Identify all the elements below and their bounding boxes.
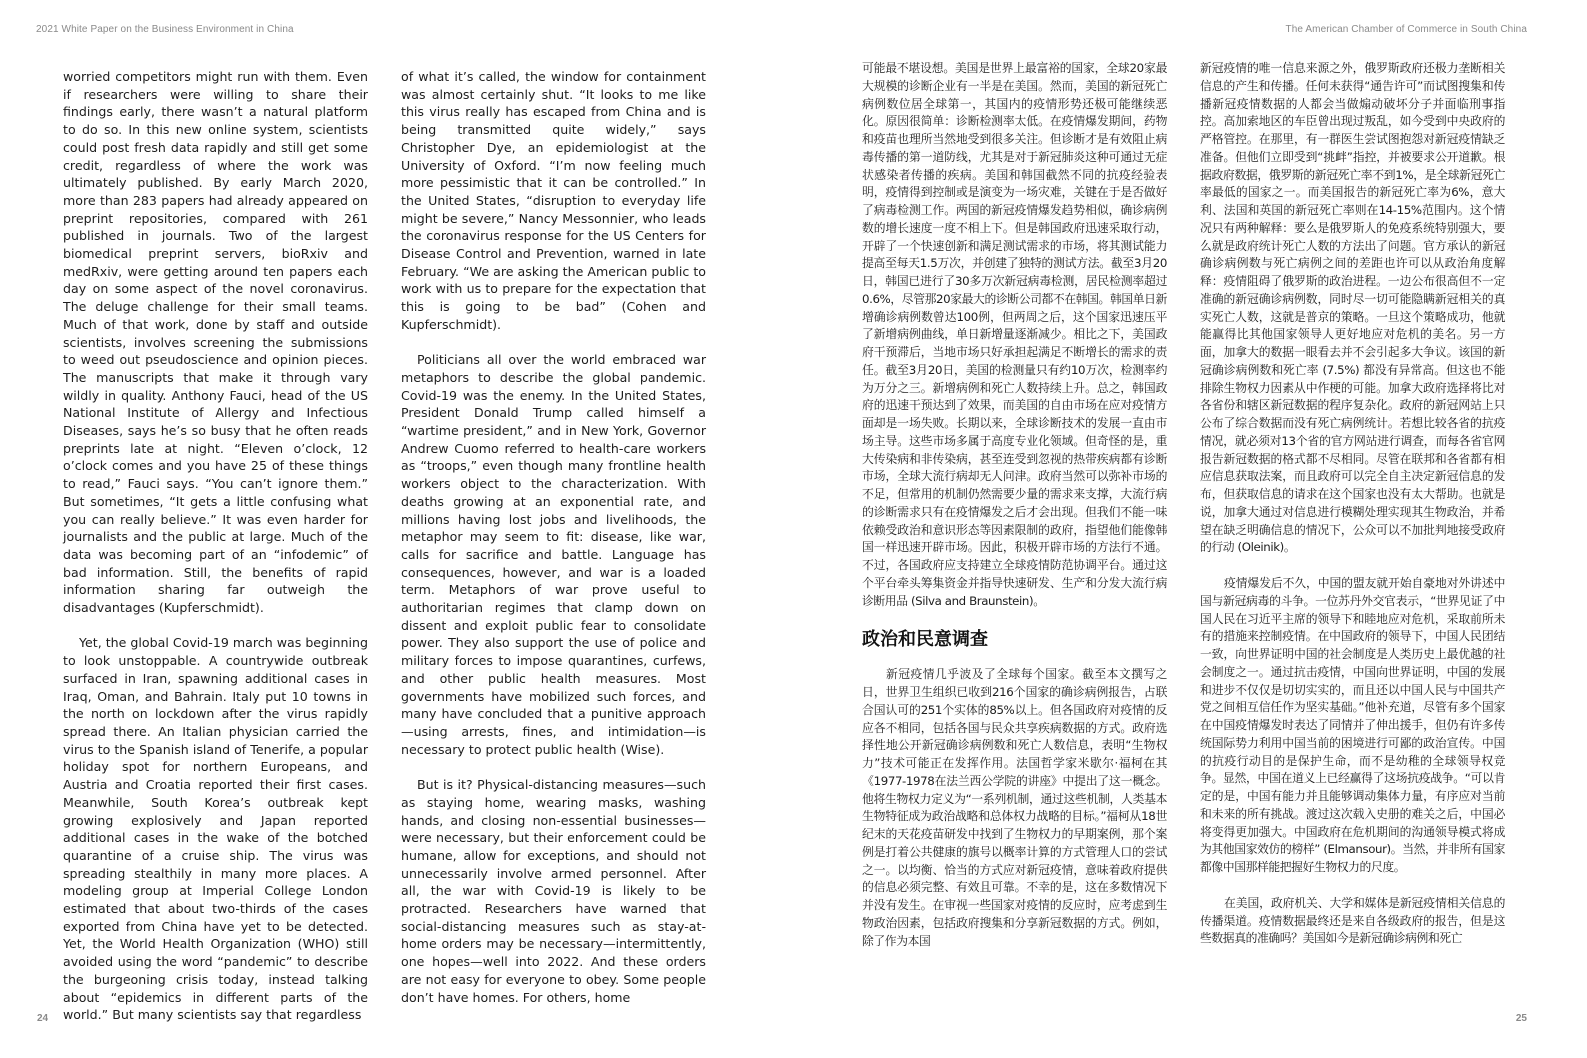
running-header-right: The American Chamber of Commerce in South China [1285, 24, 1527, 35]
paragraph: Politicians all over the world embraced war metaphors to describe the global pandemic. Covid-19 was the enemy. In the United States, President Donald Trump called himself a “wartime president,” and in New York, Governor Andrew Cuomo referred to health-care workers as “troops,” even though many frontline health workers object to the characterization. With deaths growing at an exponential rate, and millions having lost jobs and livelihoods, the metaphor may seem to fit: disease, like war, calls for sacrifice and battle. Language has consequences, however, and war is a loaded term. Metaphors of war prove useful to authoritarian regimes that clamp down on dissent and exploit public fear to consolidate power. They also support the use of police and military forces to impose quarantines, curfews, and other public health measures. Most governments have mobilized such forces, and many have concluded that a punitive approach—using arrests, fines, and intimidation—is necessary to protect public health (Wise). [401, 352, 706, 757]
paragraph: 新冠疫情的唯一信息来源之外，俄罗斯政府还极力垄断相关信息的产生和传播。任何未获得“通告许可”而试图搜集和传播新冠疫情数据的人都会当做煽动破坏分子并面临刑事指控。高加索地区的车臣曾出现过叛乱，如今受到中央政府的严格管控。在那里，有一群医生尝试图抱怨对新冠疫情缺乏准备。但他们立即受到“挑衅”指控，并被要求公开道歉。根据政府数据，俄罗斯的新冠死亡率不到1%，是全球新冠死亡率最低的国家之一。而美国报告的新冠死亡率为6%，意大利、法国和英国的新冠死亡率则在14-15%范围内。这个情况只有两种解释：要么是俄罗斯人的免疫系统特别强大，要么就是政府统计死亡人数的方法出了问题。官方承认的新冠确诊病例数与死亡病例之间的差距也许可以从政治角度解释：疫情阻碍了俄罗斯的政治进程。一边公布很高但不一定准确的新冠确诊病例数，同时尽一切可能隐瞒新冠相关的真实死亡人数，这就是普京的策略。一旦这个策略成功，他就能赢得比其他国家领导人更好地应对危机的美名。另一方面，加拿大的数据一眼看去并不会引起多大争议。该国的新冠确诊病例数和死亡率 (7.5%) 都没有异常高。但这也不能排除生物权力因素从中作梗的可能。加拿大政府选择将比对各省份和辖区新冠数据的程序复杂化。政府的新冠网站上只公布了综合数据而没有死亡病例统计。若想比较各省的抗疫情况，就必须对13个省的官方网站进行调查，而每各省官网报告新冠数据的格式都不尽相同。尽管在联邦和各省都有相应信息获取法案，而且政府可以完全自主决定新冠信息的发布，但获取信息的请求在这个国家也没有太大帮助。也就是说，加拿大通过对信息进行模糊处理实现其生物政治，并希望在缺乏明确信息的情况下，公众可以不加批判地接受政府的行动 (Oleinik)。 [1200, 61, 1505, 555]
left-page-column-2 [401, 68, 706, 1005]
right-page-column-2 [1200, 60, 1505, 970]
paragraph: 在美国，政府机关、大学和媒体是新冠疫情相关信息的传播渠道。疫情数据最终还是来自各级政府的报告，但是这些数据真的准确吗？美国如今是新冠确诊病例和死亡 [1200, 895, 1505, 946]
paragraph: worried competitors might run with them. Even if researchers were willing to share their findings early, there wasn’t a natural platform to do so. In this new online system, scientists could post fresh data rapidly and still get some credit, regardless of where the work was ultimately published. By early March 2020, more than 283 papers had already appeared on preprint repositories, compared with 261 published in journals. Two of the largest biomedical preprint servers, bioRxiv and medRxiv, were getting around ten papers each day on some aspect of the novel coronavirus. The deluge challenge for their small teams. Much of that work, done by staff and outside scientists, involves screening the submissions to weed out pseudoscience and opinion pieces. The manuscripts that make it through vary wildly in quality. Anthony Fauci, head of the US National Institute of Allergy and Infectious Diseases, says he’s so busy that he often reads preprints late at night. “Eleven o’clock, 12 o’clock comes and you have 25 of these things to read,” Fauci says. “You can’t ignore them.” But sometimes, “It gets a little confusing what you can really believe.” It was even harder for journalists and the public at large. Much of the data was becoming part of an “infodemic” of bad information. Still, the benefits of rapid information sharing far outweigh the disadvantages (Kupferschmidt). [63, 69, 368, 616]
page-number-left: 24 [37, 1013, 49, 1024]
paragraph: 可能最不堪设想。美国是世界上最富裕的国家，全球20家最大规模的诊断企业有一半是在美国。然而，美国的新冠死亡病例数位居全球第一，其国内的疫情形势还极可能继续恶化。原因很简单：诊断检测率太低。在疫情爆发期间，药物和疫苗也理所当然地受到很多关注。但诊断才是有效阻止病毒传播的第一道防线，尤其是对于新冠肺炎这种可通过无症状感染者传播的疾病。美国和韩国截然不同的抗疫经验表明，疫情得到控制或是演变为一场灾难，关键在于是否做好了病毒检测工作。两国的新冠疫情爆发趋势相似，确诊病例数的增长速度一度不相上下。但是韩国政府迅速采取行动，开辟了一个快速创新和满足测试需求的市场，将其测试能力提高至每天1.5万次，并创建了独特的测试方法。截至3月20日，韩国已进行了30多万次新冠病毒检测，居民检测率超过0.6%，尽管那20家最大的诊断公司都不在韩国。韩国单日新增确诊病例数曾达100例，但两周之后，这个国家迅速压平了新增病例曲线，单日新增量逐渐减少。相比之下，美国政府干预滞后，当地市场只好承担起满足不断增长的需求的责任。截至3月20日，美国的检测量只有约10万次，检测率约为万分之三。新增病例和死亡人数持续上升。总之，韩国政府的迅速干预达到了效果，而美国的自由市场在应对疫情方面却是一场失败。长期以来，全球诊断技术的发展一直由市场主导。这些市场多属于高度专业化领域。但奇怪的是，重大传染病和非传染病，甚至连受到忽视的热带疾病都有诊断市场，全球大流行病却无人问津。政府当然可以弥补市场的不足，但常用的机制仍然需要少量的需求来支撑，大流行病的诊断需求只有在疫情爆发之后才会出现。但我们不能一味依赖受政治和意识形态等因素限制的政府，指望他们能像韩国一样迅速开辟市场。因此，积极开辟市场的方法行不通。不过，各国政府应支持建立全球疫情防范协调平台。通过这个平台牵头筹集资金并指导快速研发、生产和分发大流行病诊断用品 (Silva and Braunstein)。 [862, 61, 1167, 608]
paragraph: Yet, the global Covid-19 march was beginning to look unstoppable. A countrywide outbreak surfaced in Iran, spawning additional cases in Iraq, Oman, and Bahrain. Italy put 10 towns in the north on lockdown after the virus rapidly spread there. An Italian physician carried the virus to the Spanish island of Tenerife, a popular holiday spot for northern Europeans, and Austria and Croatia reported their first cases. Meanwhile, South Korea’s outbreak kept growing explosively and Japan reported additional cases in the wake of the botched quarantine of a cruise ship. The virus was spreading stealthily in many more places. A modeling group at Imperial College London estimated that about two-thirds of the cases exported from China have yet to be detected. Yet, the World Health Organization (WHO) still avoided using the word “pandemic” to describe the burgeoning crisis today, instead talking about “epidemics in different parts of the world.” But many scientists say that regardless [63, 635, 368, 1023]
section-heading: 政治和民意调查 [862, 629, 988, 651]
left-page-column-1 [63, 68, 368, 1023]
page-number-right: 25 [1515, 1013, 1527, 1024]
paragraph: 疫情爆发后不久，中国的盟友就开始自豪地对外讲述中国与新冠病毒的斗争。一位苏丹外交官表示，“世界见证了中国人民在习近平主席的领导下和睦地应对危机，采取前所未有的措施来控制疫情。在中国政府的领导下，中国人民团结一致，向世界证明中国的社会制度是人类历史上最优越的社会制度之一。通过抗击疫情，中国向世界证明，中国的发展和进步不仅仅是切切实实的，而且还以中国人民与中国共产党之间相互信任作为坚实基础。”他补充道，尽管有多个国家在中国疫情爆发时表达了同情并了伸出援手，但仍有许多传统国际势力利用中国当前的困境进行可鄙的政治宣传。中国的抗疫行动目的是保护生命，而不是幼稚的全球领导权竞争。显然，中国在道义上已经赢得了这场抗疫战争。“可以肯定的是，中国有能力并且能够调动集体力量，有序应对当前和未来的所有挑战。渡过这次载入史册的难关之后，中国必将变得更加强大。中国政府在危机期间的沟通领导模式将成为其他国家效仿的榜样” (Elmansour)。当然，并非所有国家都像中国那样能把握好生物权力的尺度。 [1200, 576, 1505, 874]
running-header-left: 2021 White Paper on the Business Environment in China [36, 24, 294, 35]
right-page-column-1 [862, 60, 1167, 970]
paragraph: But is it? Physical-distancing measures—such as staying home, wearing masks, washing hands, and closing non-essential businesses—were necessary, but their enforcement could be humane, allow for exceptions, and should not unnecessarily involve armed personnel. After all, the war with Covid-19 is likely to be protracted. Researchers have warned that social-distancing measures such as stay-at-home orders may be necessary—intermittently, one hopes—well into 2022. And these orders are not easy for everyone to obey. Some people don’t have homes. For others, home [401, 777, 706, 1005]
paragraph: of what it’s called, the window for containment was almost certainly shut. “It looks to me like this virus really has escaped from China and is being transmitted quite widely,” says Christopher Dye, an epidemiologist at the University of Oxford. “I’m now feeling much more pessimistic that it can be controlled.” In the United States, “disruption to everyday life might be severe,” Nancy Messonnier, who leads the coronavirus response for the US Centers for Disease Control and Prevention, warned in late February. “We are asking the American public to work with us to prepare for the expectation that this is going to be bad” (Cohen and Kupferschmidt). [401, 69, 706, 332]
paragraph: 新冠疫情几乎波及了全球每个国家。截至本文撰写之日，世界卫生组织已收到216个国家的确诊病例报告，占联合国认可的251个实体的85%以上。但各国政府对疫情的反应各不相同，包括各国与民众共享疾病数据的方式。政府选择性地公开新冠确诊病例数和死亡人数信息，表明“生物权力”技术可能正在发挥作用。法国哲学家米歇尔·福柯在其《1977-1978在法兰西公学院的讲座》中提出了这一概念。他将生物权力定义为“一系列机制，通过这些机制，人类基本生物特征成为政治战略和总体权力战略的目标。”福柯从18世纪末的天花疫苗研发中找到了生物权力的早期案例，那个案例是打着公共健康的旗号以概率计算的方式管理人口的尝试之一。以均衡、恰当的方式应对新冠疫情，意味着政府提供的信息必须完整、有效且可靠。不幸的是，这在多数情况下并没有发生。在审视一些国家对疫情的反应时，应考虑到生物政治因素，包括政府搜集和分享新冠数据的方式。例如，除了作为本国 [862, 667, 1167, 948]
